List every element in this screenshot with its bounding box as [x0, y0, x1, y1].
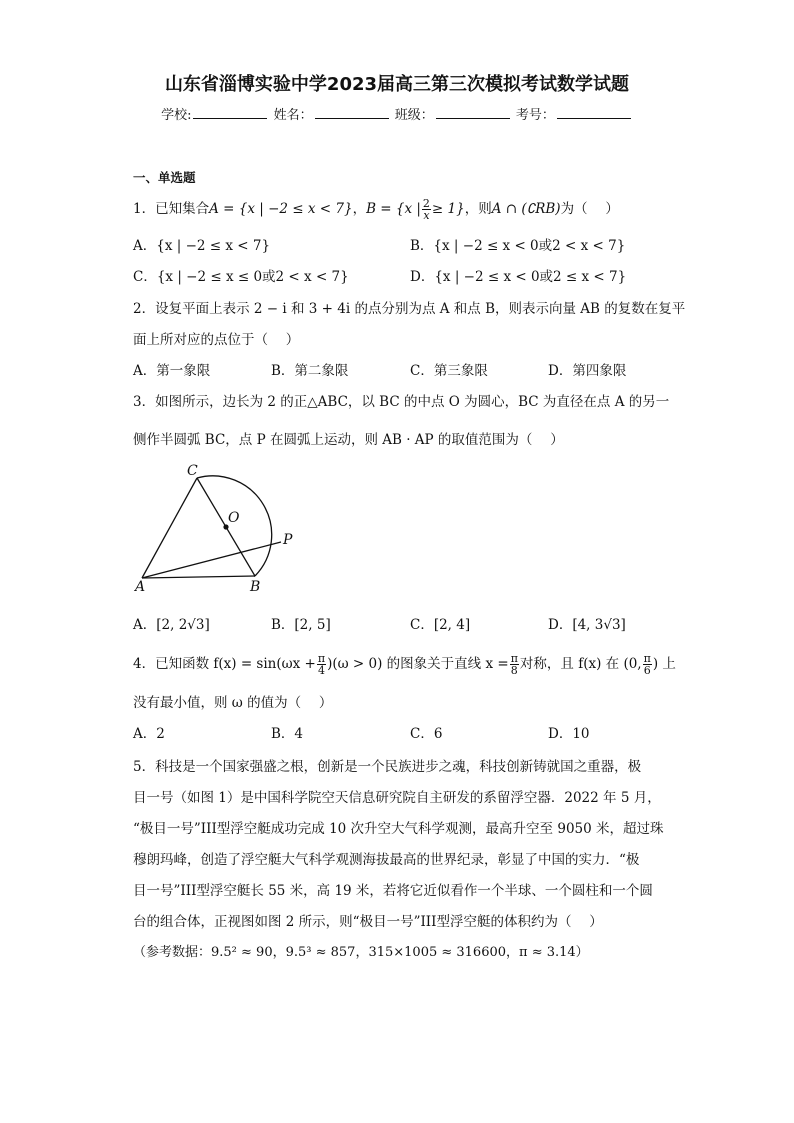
number-blank[interactable] [557, 106, 631, 119]
q2-line2: 面上所对应的点位于（ ） [133, 332, 300, 348]
q2-option-b[interactable]: B．第二象限 [271, 363, 349, 379]
q4-text-b: )(ω > 0) 的图象关于直线 x = [327, 656, 509, 672]
q2-option-d[interactable]: D．第四象限 [548, 363, 627, 379]
school-blank[interactable] [193, 106, 267, 119]
q4-frac-pi-6 [643, 653, 652, 676]
q4-text-d: ) 上 [652, 656, 676, 672]
q5-line3: “极目一号”III型浮空艇成功完成 10 次升空大气科学观测，最高升空至 9050 米，超过珠 [133, 821, 664, 837]
section-heading: 一、单选题 [133, 170, 196, 185]
school-label: 学校: [161, 108, 192, 123]
q4-option-b[interactable]: B．4 [271, 726, 304, 742]
q4-option-a[interactable]: A．2 [133, 726, 165, 742]
q5-line5: 目一号”III型浮空艇长 55 米，高 19 米，若将它近似看作一个半球、一个圆柱和一个圆 [133, 883, 653, 899]
class-label: 班级： [394, 108, 434, 123]
q4-option-d[interactable]: D．10 [548, 726, 590, 742]
q1-text-c: 为（ ） [560, 201, 619, 217]
q1-sep: ， [352, 201, 367, 217]
q4-frac-pi-8 [510, 653, 519, 676]
q2-option-a[interactable]: A．第一象限 [133, 363, 211, 379]
name-blank[interactable] [315, 106, 389, 119]
q1-text-b: ，则 [464, 201, 492, 217]
q3-label-P: P [283, 532, 293, 548]
q1-setB-post: ≥ 1} [431, 201, 465, 217]
q1-setB-pre: B = {x | [366, 201, 421, 217]
q1-frac-den: x [423, 209, 430, 222]
q4-frac1-den: 4 [317, 664, 325, 677]
q1-option-b[interactable]: B．{x | −2 ≤ x < 0或2 < x < 7} [410, 238, 626, 254]
q3-segment-AP [142, 542, 281, 578]
q3-label-B: B [250, 579, 261, 595]
q5-reference-data: （参考数据：9.5² ≈ 90，9.5³ ≈ 857，315×1005 ≈ 316600，π ≈ 3.14） [133, 945, 589, 960]
number-label: 考号： [515, 108, 555, 123]
q5-line1: 5．科技是一个国家强盛之根，创新是一个民族进步之魂，科技创新铸就国之重器，极 [133, 759, 642, 775]
q1-option-d[interactable]: D．{x | −2 ≤ x < 0或2 ≤ x < 7} [410, 269, 627, 285]
q4-frac-pi-4 [317, 653, 326, 676]
q1-option-a[interactable]: A．{x | −2 ≤ x < 7} [133, 238, 271, 254]
q1-fraction [422, 198, 431, 221]
q3-option-c[interactable]: C．[2, 4] [410, 617, 471, 633]
q3-option-a[interactable]: A．[2, 2√3] [133, 617, 210, 633]
q1-stem [133, 197, 619, 221]
q4-frac2-num: π [510, 652, 518, 665]
q1-text-a: 1．已知集合 [133, 201, 210, 217]
q4-frac2-den: 8 [510, 664, 518, 677]
q3-figure [130, 460, 310, 595]
q4-option-c[interactable]: C．6 [410, 726, 443, 742]
q4-line2: 没有最小值，则 ω 的值为（ ） [133, 695, 333, 711]
q4-line1 [133, 652, 676, 676]
q3-line1: 3．如图所示，边长为 2 的正△ABC，以 BC 的中点 O 为圆心，BC 为直径在点 A 的另一 [133, 394, 670, 410]
q3-option-b[interactable]: B．[2, 5] [271, 617, 331, 633]
q4-frac3-den: 6 [643, 664, 651, 677]
q5-line6: 台的组合体，正视图如图 2 所示，则“极目一号”III型浮空艇的体积约为（ ） [133, 914, 603, 930]
q3-side-AC [142, 478, 197, 578]
q1-expr: A ∩ (∁RB) [491, 201, 561, 217]
q3-side-AB [142, 576, 255, 578]
q2-line1: 2．设复平面上表示 2 − i 和 3 + 4i 的点分别为点 A 和点 B，则表示向量 AB 的复数在复平 [133, 301, 686, 317]
q1-option-c[interactable]: C．{x | −2 ≤ x ≤ 0或2 < x < 7} [133, 269, 349, 285]
q2-option-c[interactable]: C．第三象限 [410, 363, 488, 379]
exam-title: 山东省淄博实验中学2023届高三第三次模拟考试数学试题 [164, 74, 630, 95]
q4-text-c: 对称，且 f(x) 在 (0, [519, 656, 642, 672]
q3-label-O: O [228, 510, 240, 526]
q3-label-A: A [135, 579, 146, 595]
student-info-row [0, 104, 794, 123]
q4-frac3-num: π [643, 652, 651, 665]
q4-text-a: 4．已知函数 f(x) = sin(ωx + [133, 656, 316, 672]
q5-line2: 目一号（如图 1）是中国科学院空天信息研究院自主研发的系留浮空器．2022 年 5 月， [133, 790, 661, 806]
q3-option-d[interactable]: D．[4, 3√3] [548, 617, 626, 633]
q1-setA: A = {x | −2 ≤ x < 7} [209, 201, 353, 217]
class-blank[interactable] [436, 106, 510, 119]
q5-line4: 穆朗玛峰，创造了浮空艇大气科学观测海拔最高的世界纪录，彰显了中国的实力．“极 [133, 852, 640, 868]
q3-line2: 侧作半圆弧 BC，点 P 在圆弧上运动，则 AB · AP 的取值范围为（ ） [133, 432, 564, 448]
q3-label-C: C [187, 463, 198, 479]
name-label: 姓名： [273, 108, 313, 123]
q4-frac1-num: π [317, 652, 326, 665]
q1-frac-num: 2 [422, 197, 430, 210]
